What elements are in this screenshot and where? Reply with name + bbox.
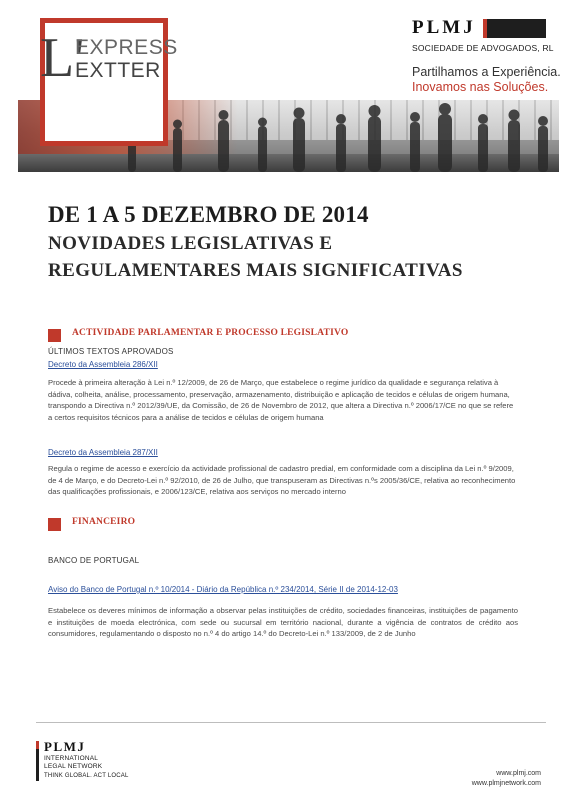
link-decreto-287[interactable]: Decreto da Assembleia 287/XII [48,448,158,457]
link-aviso-banco-portugal[interactable]: Aviso do Banco de Portugal n.º 10/2014 - Diário da República n.º 234/2014, Série II de 2014-12-03 [48,585,398,594]
issue-date-title: DE 1 A 5 DEZEMBRO DE 2014 [48,202,369,227]
section-subheading: ÚLTIMOS TEXTOS APROVADOS [48,347,174,356]
footer-network-line-1: INTERNATIONAL [44,755,99,762]
entry-description: Procede à primeira alteração à Lei n.º 12/2009, de 26 de Março, que estabelece o regime jurídico da qualidade e segurança relativa à dádiva, colheita, análise, processamento, preservação, armazenamento, distribuição e aplicação de tecidos e células de origem humana, transpondo a Directiva n.º 2012/39/UE, da Comissão, de 26 de Novembro de 2012, que altera a Directiva n.º 2006/17/CE no que se refere a certos requisitos técnicos para a análise de tecidos e células de origem humana [48,378,514,422]
slogan-line-2: Inovamos nas Soluções. [412,80,549,94]
section-title: ACTIVIDADE PARLAMENTAR E PROCESSO LEGISLATIVO [72,328,349,338]
footer-plmj-logo: PLMJ [44,739,86,754]
entry-description: Regula o regime de acesso e exercício da actividade profissional de cadastro predial, em conformidade com a disciplina da Lei n.º 9/2009, de 4 de Março, e do Decreto-Lei n.º 92/2010, de 26 de Julho, que transpuseram as Directivas n.ºs 2005/36/CE, relativa ao reconhecimento das qualificações profissionais, e 2006/123/CE, relativa aos serviços no mercado interno [48,464,516,497]
firm-subtitle: SOCIEDADE DE ADVOGADOS, RL [412,43,554,53]
entry-description: Estabelece os deveres mínimos de informação a observar pelas instituições de crédito, sociedades financeiras, instituições de pagamento e instituições de moeda electrónica, com sede ou sucursal em território nacional, durante a vigência de contratos de crédito aos consumidores, regulamentando o disposto no n.º 4 do artigo 14.º do Decreto-Lei n.º 133/2009, de 2 de Junho [48,606,518,639]
footer-network-line-2: LEGAL NETWORK [44,763,103,770]
section-marker-square [48,329,61,342]
main-title-line-2: REGULAMENTARES MAIS SIGNIFICATIVAS [48,260,463,281]
section-title: FINANCEIRO [72,517,136,527]
section-heading-financeiro [48,517,248,531]
logo-word-extter: EXTTER [75,59,161,82]
section-subheading: BANCO DE PORTUGAL [48,556,140,565]
plmj-logo-text: PLMJ [412,17,476,38]
footer-divider [36,722,546,723]
plmj-logo-accent [483,19,487,38]
logo-letter: L' [40,27,85,89]
section-marker-square [48,518,61,531]
footer-tagline: THINK GLOBAL. ACT LOCAL [44,773,129,779]
main-title-line-1: NOVIDADES LEGISLATIVAS E [48,233,333,254]
newsletter-header [0,0,561,178]
footer-logo-accent [36,741,39,749]
slogan-line-1: Partilhamos a Experiência. [412,65,561,79]
footer-url-plmjnetwork[interactable]: www.plmjnetwork.com [471,780,541,787]
section-heading-parlamentar [48,328,448,342]
footer-url-plmj[interactable]: www.plmj.com [496,770,541,777]
plmj-logo-bar [483,19,546,38]
logo-word-express: EXPRESS [75,36,178,59]
link-decreto-286[interactable]: Decreto da Assembleia 286/XII [48,360,158,369]
